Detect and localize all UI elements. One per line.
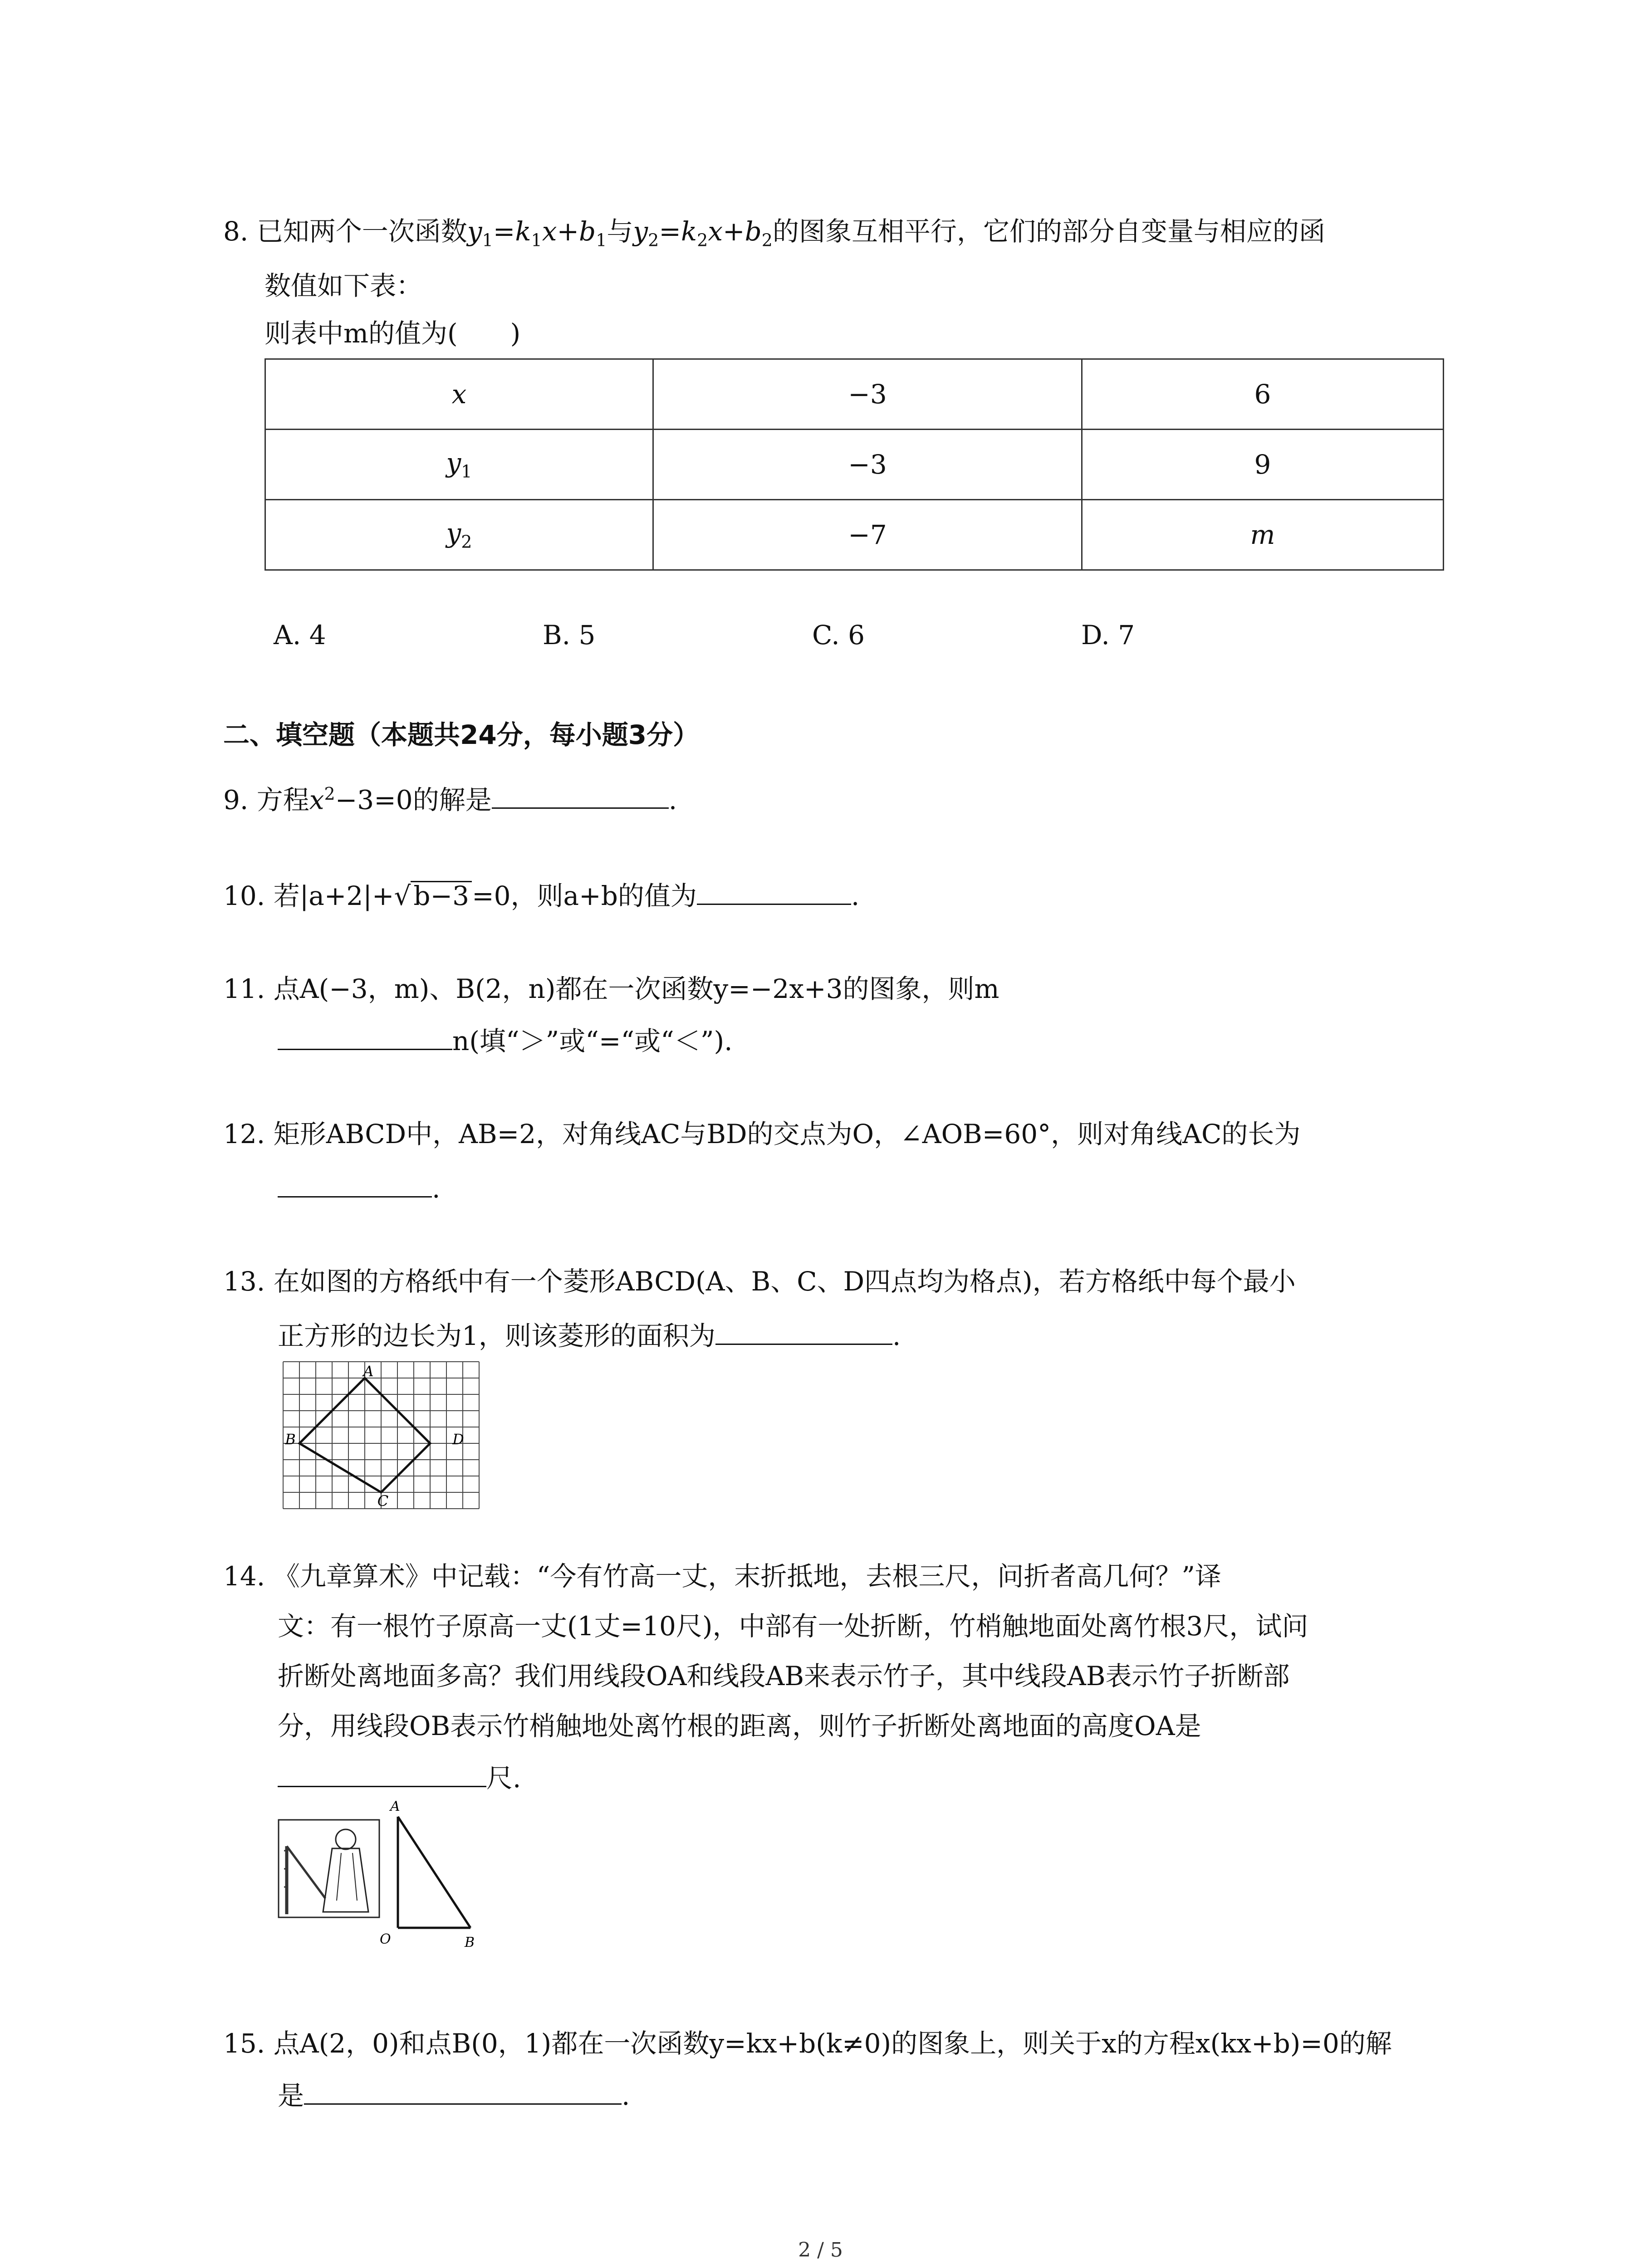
q11-text: 点A(−3，m)、B(2，n)都在一次函数y=−2x+3的图象，则m [273,973,999,1004]
table-cell: −7 [653,500,1082,570]
q14-line4: 分，用线段OB表示竹梢触地处离竹根的距离，则竹子折断处离地面的高度OA是 [278,1711,1201,1741]
q9-answer-blank[interactable] [492,779,669,809]
q10-text-2: =0，则a+b的值为 [472,880,697,911]
q8-text-2: 的图象互相平行，它们的部分自变量与相应的函 [772,216,1325,247]
q11-text-2: n(填“＞”或“=“或“＜”). [452,1026,733,1056]
grid-lines [283,1362,479,1509]
q9-number: 9. [223,784,249,816]
q9: 9. 方程$x^2-3=0$的解是 . [223,776,677,818]
q13-end: . [892,1320,901,1351]
table-cell: −3 [653,359,1082,430]
table-cell: $y_1$ [265,430,653,500]
q10-number: 10. [223,880,265,911]
q15-line2 [278,2075,630,2114]
page-number: 2 / 5 [798,2239,843,2262]
q11-answer-blank[interactable] [278,1021,452,1050]
q15-text-2: 是 [278,2080,304,2111]
q12-end: . [432,1173,441,1204]
label-b: B [285,1431,296,1448]
q14-line1 [223,1558,1221,1594]
q13-line2 [278,1315,901,1354]
q9-text-2: −3=0的解是 [335,784,492,816]
table-cell: m [1082,500,1444,570]
q10-radicand: b−3 [411,881,472,909]
q14-line5 [278,1758,521,1796]
label-b: B [465,1935,475,1950]
q11-line2 [278,1021,733,1059]
q10: 10. 若|a+2|+√ b−3 =0，则a+b的值为 . [223,875,859,914]
q14-line2: 文：有一根竹子原高一丈(1丈=10尺)，中部有一处折断，竹梢触地面处离竹根3尺，试问 [278,1611,1308,1642]
q13-text: 在如图的方格纸中有一个菱形ABCD(A、B、C、D四点均为格点)，若方格纸中每个最小 [273,1266,1296,1297]
q14-answer-blank[interactable] [278,1758,486,1787]
q11-number: 11. [223,973,265,1004]
bamboo-sketch-image [279,1820,379,1917]
table-cell: 9 [1082,430,1444,500]
q8-value-table [265,358,1444,571]
q8-text: 已知两个一次函数 [256,216,467,247]
table-cell: 6 [1082,359,1444,430]
q9-text: 方程 [256,784,309,816]
q12-number: 12. [223,1119,265,1149]
q8-option-a[interactable]: A. 4 [274,620,326,650]
label-d: D [452,1431,464,1448]
q14-line3: 折断处离地面多高？我们用线段OA和线段AB来表示竹子，其中线段AB表示竹子折断部 [278,1661,1290,1691]
q15-end: . [622,2080,630,2111]
q8-option-b[interactable]: B. 5 [543,620,596,650]
q8-line2: 数值如下表： [265,270,423,301]
bamboo-figure [278,1792,495,1955]
q13-text-2: 正方形的边长为1，则该菱形的面积为 [278,1320,715,1351]
table-row [265,359,1444,430]
table-row [265,430,1444,500]
q12-answer-blank[interactable] [278,1168,432,1198]
q13-answer-blank[interactable] [715,1315,892,1345]
q15-line1 [223,2025,1392,2062]
label-o: O [380,1931,391,1947]
q15-text: 点A(2，0)和点B(0，1)都在一次函数y=kx+b(k≠0)的图象上，则关于x的方程x(kx+b)=0的解 [273,2028,1392,2059]
label-a: A [363,1363,374,1380]
q9-end: . [668,784,677,816]
label-c: C [377,1492,389,1510]
q10-answer-blank[interactable] [697,875,851,905]
q8-line1: 8. 已知两个一次函数$y_1=k_1x+b_1$与$y_2=k_2x+b_2$的图象互相平行，它们的部分自变量与相应的函 [223,216,1325,250]
q14-text-5: 尺. [486,1763,521,1794]
q15-answer-blank[interactable] [304,2075,622,2105]
q14-number: 14. [223,1561,265,1592]
q8-line3: 则表中m的值为( ) [265,318,521,349]
q10-text: 若|a+2|+ [273,880,394,911]
section-title: 二、填空题（本题共24分，每小题3分） [223,719,700,750]
q8-number: 8. [223,216,249,247]
q12-text: 矩形ABCD中，AB=2，对角线AC与BD的交点为O，∠AOB=60°，则对角线AC的长为 [273,1119,1301,1149]
q13-line1 [223,1263,1296,1300]
q12-line1 [223,1116,1300,1152]
q12-line2 [278,1168,440,1207]
q10-end: . [851,880,860,911]
table-cell: $y_2$ [265,500,653,570]
q8-option-c[interactable]: C. 6 [812,620,865,650]
table-cell: −3 [653,430,1082,500]
q13-number: 13. [223,1266,265,1297]
table-cell: x [265,359,653,430]
q11-line1 [223,971,999,1007]
q8-option-d[interactable]: D. 7 [1081,620,1135,650]
segment-ab [398,1817,470,1928]
label-a: A [390,1799,400,1814]
q14-text: 《九章算术》中记载：“今有竹高一丈，末折抵地，去根三尺，问折者高几何？”译 [273,1561,1221,1592]
rhombus-grid-figure [278,1356,486,1513]
table-row [265,500,1444,570]
q15-number: 15. [223,2028,265,2059]
